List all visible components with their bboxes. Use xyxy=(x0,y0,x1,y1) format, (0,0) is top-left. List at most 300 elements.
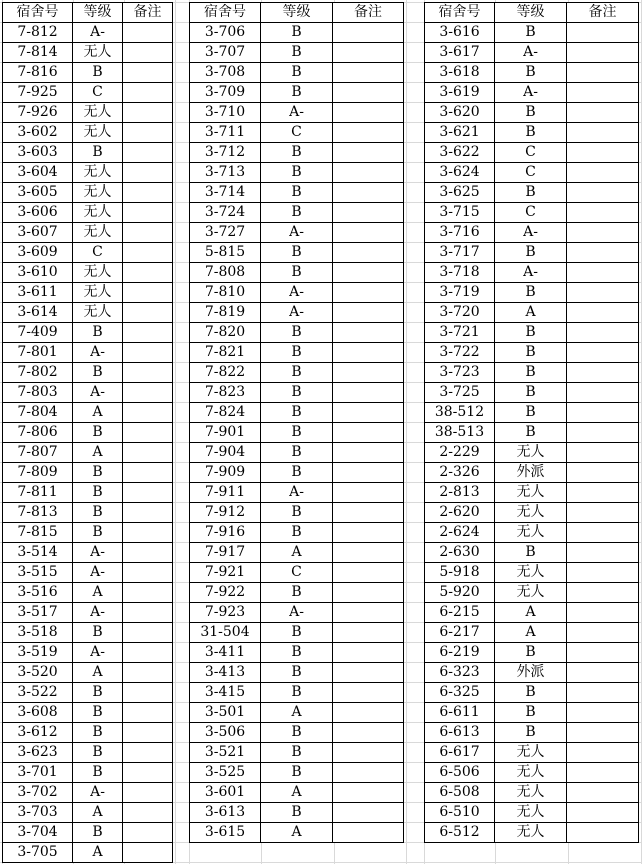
grade-cell[interactable]: B xyxy=(73,323,123,343)
room-number-cell[interactable]: 3-718 xyxy=(425,263,495,283)
grade-cell[interactable]: A- xyxy=(495,263,567,283)
room-number-cell[interactable]: 3-709 xyxy=(190,83,261,103)
notes-cell[interactable] xyxy=(567,83,639,103)
header-grade[interactable]: 等级 xyxy=(73,3,123,23)
room-number-cell[interactable]: 6-323 xyxy=(425,663,495,683)
room-number-cell[interactable]: 7-909 xyxy=(190,463,261,483)
grade-cell[interactable]: 无人 xyxy=(495,483,567,503)
room-number-cell[interactable]: 3-705 xyxy=(3,843,73,863)
notes-cell[interactable] xyxy=(567,243,639,263)
room-number-cell[interactable]: 7-822 xyxy=(190,363,261,383)
notes-cell[interactable] xyxy=(123,743,173,763)
grade-cell[interactable]: B xyxy=(261,403,333,423)
notes-cell[interactable] xyxy=(333,423,404,443)
room-number-cell[interactable]: 7-820 xyxy=(190,323,261,343)
notes-cell[interactable] xyxy=(333,63,404,83)
room-number-cell[interactable]: 3-522 xyxy=(3,683,73,703)
room-number-cell[interactable]: 3-515 xyxy=(3,563,73,583)
grade-cell[interactable]: B xyxy=(495,123,567,143)
room-number-cell[interactable]: 3-618 xyxy=(425,63,495,83)
room-number-cell[interactable]: 3-722 xyxy=(425,343,495,363)
notes-cell[interactable] xyxy=(567,823,639,843)
notes-cell[interactable] xyxy=(567,143,639,163)
notes-cell[interactable] xyxy=(123,663,173,683)
header-room-number[interactable]: 宿舍号 xyxy=(190,3,261,23)
room-number-cell[interactable]: 6-617 xyxy=(425,743,495,763)
room-number-cell[interactable]: 3-615 xyxy=(190,823,261,843)
room-number-cell[interactable]: 3-614 xyxy=(3,303,73,323)
notes-cell[interactable] xyxy=(333,203,404,223)
grade-cell[interactable]: B xyxy=(495,63,567,83)
room-number-cell[interactable]: 7-808 xyxy=(190,263,261,283)
room-number-cell[interactable]: 3-606 xyxy=(3,203,73,223)
notes-cell[interactable] xyxy=(567,163,639,183)
grade-cell[interactable]: A xyxy=(73,803,123,823)
grade-cell[interactable]: B xyxy=(261,643,333,663)
grade-cell[interactable]: B xyxy=(495,683,567,703)
notes-cell[interactable] xyxy=(567,103,639,123)
notes-cell[interactable] xyxy=(333,23,404,43)
notes-cell[interactable] xyxy=(567,563,639,583)
room-number-cell[interactable]: 6-217 xyxy=(425,623,495,643)
notes-cell[interactable] xyxy=(123,223,173,243)
grade-cell[interactable]: B xyxy=(73,463,123,483)
room-number-cell[interactable]: 3-717 xyxy=(425,243,495,263)
room-number-cell[interactable]: 7-816 xyxy=(3,63,73,83)
room-number-cell[interactable]: 3-616 xyxy=(425,23,495,43)
notes-cell[interactable] xyxy=(567,643,639,663)
grade-cell[interactable]: B xyxy=(73,683,123,703)
grade-cell[interactable]: B xyxy=(495,283,567,303)
grade-cell[interactable]: A- xyxy=(495,223,567,243)
notes-cell[interactable] xyxy=(567,423,639,443)
grade-cell[interactable]: 无人 xyxy=(73,183,123,203)
room-number-cell[interactable]: 3-708 xyxy=(190,63,261,83)
grade-cell[interactable]: A- xyxy=(261,483,333,503)
grade-cell[interactable]: B xyxy=(261,183,333,203)
grade-cell[interactable]: A xyxy=(261,703,333,723)
notes-cell[interactable] xyxy=(567,363,639,383)
header-grade[interactable]: 等级 xyxy=(261,3,333,23)
notes-cell[interactable] xyxy=(123,103,173,123)
header-notes[interactable]: 备注 xyxy=(123,3,173,23)
grade-cell[interactable]: A- xyxy=(261,283,333,303)
room-number-cell[interactable]: 3-611 xyxy=(3,283,73,303)
grade-cell[interactable]: 无人 xyxy=(495,443,567,463)
notes-cell[interactable] xyxy=(123,63,173,83)
room-number-cell[interactable]: 3-620 xyxy=(425,103,495,123)
header-grade[interactable]: 等级 xyxy=(495,3,567,23)
notes-cell[interactable] xyxy=(123,83,173,103)
room-number-cell[interactable]: 3-609 xyxy=(3,243,73,263)
grade-cell[interactable]: B xyxy=(261,323,333,343)
notes-cell[interactable] xyxy=(123,583,173,603)
room-number-cell[interactable]: 3-607 xyxy=(3,223,73,243)
room-number-cell[interactable]: 7-916 xyxy=(190,523,261,543)
grade-cell[interactable]: B xyxy=(261,583,333,603)
room-number-cell[interactable]: 3-621 xyxy=(425,123,495,143)
room-number-cell[interactable]: 7-813 xyxy=(3,503,73,523)
grade-cell[interactable]: B xyxy=(261,463,333,483)
room-number-cell[interactable]: 3-411 xyxy=(190,643,261,663)
grade-cell[interactable]: A- xyxy=(73,543,123,563)
room-number-cell[interactable]: 3-601 xyxy=(190,783,261,803)
room-number-cell[interactable]: 7-823 xyxy=(190,383,261,403)
room-number-cell[interactable]: 3-701 xyxy=(3,763,73,783)
grade-cell[interactable]: B xyxy=(495,703,567,723)
notes-cell[interactable] xyxy=(333,483,404,503)
room-number-cell[interactable]: 7-409 xyxy=(3,323,73,343)
room-number-cell[interactable]: 6-215 xyxy=(425,603,495,623)
grade-cell[interactable]: B xyxy=(495,323,567,343)
notes-cell[interactable] xyxy=(333,223,404,243)
room-number-cell[interactable]: 3-715 xyxy=(425,203,495,223)
notes-cell[interactable] xyxy=(567,283,639,303)
room-number-cell[interactable]: 6-613 xyxy=(425,723,495,743)
room-number-cell[interactable]: 3-706 xyxy=(190,23,261,43)
grade-cell[interactable]: B xyxy=(261,83,333,103)
room-number-cell[interactable]: 7-810 xyxy=(190,283,261,303)
grade-cell[interactable]: 无人 xyxy=(495,823,567,843)
notes-cell[interactable] xyxy=(123,643,173,663)
header-notes[interactable]: 备注 xyxy=(333,3,404,23)
notes-cell[interactable] xyxy=(567,223,639,243)
notes-cell[interactable] xyxy=(333,743,404,763)
notes-cell[interactable] xyxy=(123,283,173,303)
grade-cell[interactable]: 无人 xyxy=(73,43,123,63)
room-number-cell[interactable]: 3-514 xyxy=(3,543,73,563)
notes-cell[interactable] xyxy=(333,443,404,463)
notes-cell[interactable] xyxy=(333,143,404,163)
room-number-cell[interactable]: 7-917 xyxy=(190,543,261,563)
room-number-cell[interactable]: 7-809 xyxy=(3,463,73,483)
notes-cell[interactable] xyxy=(123,23,173,43)
notes-cell[interactable] xyxy=(333,803,404,823)
room-number-cell[interactable]: 7-806 xyxy=(3,423,73,443)
grade-cell[interactable]: B xyxy=(495,383,567,403)
notes-cell[interactable] xyxy=(333,43,404,63)
notes-cell[interactable] xyxy=(567,663,639,683)
grade-cell[interactable]: A- xyxy=(73,643,123,663)
notes-cell[interactable] xyxy=(567,403,639,423)
notes-cell[interactable] xyxy=(333,403,404,423)
grade-cell[interactable]: B xyxy=(73,723,123,743)
grade-cell[interactable]: B xyxy=(495,243,567,263)
room-number-cell[interactable]: 7-923 xyxy=(190,603,261,623)
grade-cell[interactable]: A- xyxy=(261,223,333,243)
grade-cell[interactable]: B xyxy=(261,503,333,523)
grade-cell[interactable]: B xyxy=(495,543,567,563)
notes-cell[interactable] xyxy=(567,323,639,343)
grade-cell[interactable]: A xyxy=(495,603,567,623)
room-number-cell[interactable]: 2-229 xyxy=(425,443,495,463)
grade-cell[interactable]: B xyxy=(261,523,333,543)
notes-cell[interactable] xyxy=(333,783,404,803)
room-number-cell[interactable]: 3-619 xyxy=(425,83,495,103)
grade-cell[interactable]: 无人 xyxy=(495,503,567,523)
notes-cell[interactable] xyxy=(123,163,173,183)
notes-cell[interactable] xyxy=(333,383,404,403)
grade-cell[interactable]: B xyxy=(261,723,333,743)
grade-cell[interactable]: B xyxy=(73,623,123,643)
room-number-cell[interactable]: 3-521 xyxy=(190,743,261,763)
grade-cell[interactable]: B xyxy=(73,423,123,443)
room-number-cell[interactable]: 7-819 xyxy=(190,303,261,323)
room-number-cell[interactable]: 6-512 xyxy=(425,823,495,843)
notes-cell[interactable] xyxy=(123,343,173,363)
notes-cell[interactable] xyxy=(123,43,173,63)
grade-cell[interactable]: C xyxy=(73,243,123,263)
grade-cell[interactable]: B xyxy=(495,183,567,203)
room-number-cell[interactable]: 3-608 xyxy=(3,703,73,723)
grade-cell[interactable]: B xyxy=(261,243,333,263)
grade-cell[interactable]: 无人 xyxy=(495,563,567,583)
room-number-cell[interactable]: 2-813 xyxy=(425,483,495,503)
grade-cell[interactable]: C xyxy=(73,83,123,103)
notes-cell[interactable] xyxy=(333,163,404,183)
grade-cell[interactable]: C xyxy=(495,163,567,183)
room-number-cell[interactable]: 5-920 xyxy=(425,583,495,603)
notes-cell[interactable] xyxy=(567,743,639,763)
room-number-cell[interactable]: 6-508 xyxy=(425,783,495,803)
room-number-cell[interactable]: 3-724 xyxy=(190,203,261,223)
notes-cell[interactable] xyxy=(123,203,173,223)
notes-cell[interactable] xyxy=(333,123,404,143)
room-number-cell[interactable]: 2-620 xyxy=(425,503,495,523)
grade-cell[interactable]: B xyxy=(495,403,567,423)
notes-cell[interactable] xyxy=(567,23,639,43)
grade-cell[interactable]: A xyxy=(73,843,123,863)
grade-cell[interactable]: B xyxy=(73,703,123,723)
grade-cell[interactable]: B xyxy=(261,263,333,283)
notes-cell[interactable] xyxy=(333,523,404,543)
room-number-cell[interactable]: 7-811 xyxy=(3,483,73,503)
notes-cell[interactable] xyxy=(123,123,173,143)
grade-cell[interactable]: A- xyxy=(73,343,123,363)
room-number-cell[interactable]: 7-925 xyxy=(3,83,73,103)
room-number-cell[interactable]: 3-707 xyxy=(190,43,261,63)
room-number-cell[interactable]: 7-803 xyxy=(3,383,73,403)
notes-cell[interactable] xyxy=(123,703,173,723)
notes-cell[interactable] xyxy=(123,303,173,323)
grade-cell[interactable]: B xyxy=(261,143,333,163)
notes-cell[interactable] xyxy=(123,843,173,863)
room-number-cell[interactable]: 3-518 xyxy=(3,623,73,643)
room-number-cell[interactable]: 38-513 xyxy=(425,423,495,443)
room-number-cell[interactable]: 7-814 xyxy=(3,43,73,63)
grade-cell[interactable]: A- xyxy=(73,383,123,403)
room-number-cell[interactable]: 3-725 xyxy=(425,383,495,403)
room-number-cell[interactable]: 38-512 xyxy=(425,403,495,423)
grade-cell[interactable]: A xyxy=(261,823,333,843)
grade-cell[interactable]: C xyxy=(261,563,333,583)
grade-cell[interactable]: 无人 xyxy=(73,263,123,283)
notes-cell[interactable] xyxy=(333,263,404,283)
room-number-cell[interactable]: 7-801 xyxy=(3,343,73,363)
grade-cell[interactable]: B xyxy=(261,343,333,363)
grade-cell[interactable]: B xyxy=(73,743,123,763)
grade-cell[interactable]: B xyxy=(495,423,567,443)
room-number-cell[interactable]: 6-325 xyxy=(425,683,495,703)
grade-cell[interactable]: 无人 xyxy=(73,223,123,243)
notes-cell[interactable] xyxy=(123,243,173,263)
room-number-cell[interactable]: 3-622 xyxy=(425,143,495,163)
notes-cell[interactable] xyxy=(123,183,173,203)
grade-cell[interactable]: B xyxy=(73,63,123,83)
room-number-cell[interactable]: 3-525 xyxy=(190,763,261,783)
grade-cell[interactable]: B xyxy=(261,63,333,83)
notes-cell[interactable] xyxy=(123,443,173,463)
notes-cell[interactable] xyxy=(567,183,639,203)
room-number-cell[interactable]: 3-625 xyxy=(425,183,495,203)
room-number-cell[interactable]: 3-623 xyxy=(3,743,73,763)
notes-cell[interactable] xyxy=(123,483,173,503)
grade-cell[interactable]: B xyxy=(495,343,567,363)
room-number-cell[interactable]: 5-918 xyxy=(425,563,495,583)
room-number-cell[interactable]: 3-727 xyxy=(190,223,261,243)
room-number-cell[interactable]: 7-804 xyxy=(3,403,73,423)
grade-cell[interactable]: 无人 xyxy=(495,763,567,783)
grade-cell[interactable]: 无人 xyxy=(73,163,123,183)
grade-cell[interactable]: 外派 xyxy=(495,463,567,483)
grade-cell[interactable]: 无人 xyxy=(495,583,567,603)
grade-cell[interactable]: B xyxy=(73,143,123,163)
room-number-cell[interactable]: 3-413 xyxy=(190,663,261,683)
room-number-cell[interactable]: 3-720 xyxy=(425,303,495,323)
grade-cell[interactable]: 无人 xyxy=(73,303,123,323)
room-number-cell[interactable]: 3-519 xyxy=(3,643,73,663)
room-number-cell[interactable]: 3-714 xyxy=(190,183,261,203)
grade-cell[interactable]: B xyxy=(495,23,567,43)
grade-cell[interactable]: 无人 xyxy=(73,203,123,223)
grade-cell[interactable]: A xyxy=(73,403,123,423)
grade-cell[interactable]: A- xyxy=(261,603,333,623)
grade-cell[interactable]: B xyxy=(495,363,567,383)
notes-cell[interactable] xyxy=(333,543,404,563)
notes-cell[interactable] xyxy=(567,463,639,483)
notes-cell[interactable] xyxy=(567,383,639,403)
notes-cell[interactable] xyxy=(567,503,639,523)
grade-cell[interactable]: B xyxy=(261,423,333,443)
notes-cell[interactable] xyxy=(567,763,639,783)
room-number-cell[interactable]: 7-812 xyxy=(3,23,73,43)
grade-cell[interactable]: B xyxy=(261,23,333,43)
notes-cell[interactable] xyxy=(567,603,639,623)
notes-cell[interactable] xyxy=(333,583,404,603)
room-number-cell[interactable]: 3-613 xyxy=(190,803,261,823)
notes-cell[interactable] xyxy=(333,563,404,583)
notes-cell[interactable] xyxy=(123,323,173,343)
notes-cell[interactable] xyxy=(567,483,639,503)
notes-cell[interactable] xyxy=(123,503,173,523)
notes-cell[interactable] xyxy=(123,823,173,843)
grade-cell[interactable]: B xyxy=(495,643,567,663)
room-number-cell[interactable]: 3-415 xyxy=(190,683,261,703)
grade-cell[interactable]: A- xyxy=(73,783,123,803)
grade-cell[interactable]: A xyxy=(261,543,333,563)
notes-cell[interactable] xyxy=(123,543,173,563)
notes-cell[interactable] xyxy=(123,143,173,163)
notes-cell[interactable] xyxy=(567,803,639,823)
room-number-cell[interactable]: 3-603 xyxy=(3,143,73,163)
room-number-cell[interactable]: 6-510 xyxy=(425,803,495,823)
room-number-cell[interactable]: 3-723 xyxy=(425,363,495,383)
notes-cell[interactable] xyxy=(567,263,639,283)
notes-cell[interactable] xyxy=(123,603,173,623)
grade-cell[interactable]: B xyxy=(261,203,333,223)
notes-cell[interactable] xyxy=(123,563,173,583)
room-number-cell[interactable]: 2-630 xyxy=(425,543,495,563)
notes-cell[interactable] xyxy=(333,83,404,103)
notes-cell[interactable] xyxy=(333,463,404,483)
notes-cell[interactable] xyxy=(333,723,404,743)
grade-cell[interactable]: B xyxy=(73,503,123,523)
grade-cell[interactable]: A xyxy=(73,443,123,463)
notes-cell[interactable] xyxy=(123,383,173,403)
grade-cell[interactable]: B xyxy=(261,663,333,683)
room-number-cell[interactable]: 7-922 xyxy=(190,583,261,603)
notes-cell[interactable] xyxy=(333,763,404,783)
room-number-cell[interactable]: 6-219 xyxy=(425,643,495,663)
room-number-cell[interactable]: 7-824 xyxy=(190,403,261,423)
notes-cell[interactable] xyxy=(567,523,639,543)
grade-cell[interactable]: A- xyxy=(495,43,567,63)
room-number-cell[interactable]: 3-716 xyxy=(425,223,495,243)
room-number-cell[interactable]: 7-921 xyxy=(190,563,261,583)
room-number-cell[interactable]: 3-602 xyxy=(3,123,73,143)
notes-cell[interactable] xyxy=(123,263,173,283)
room-number-cell[interactable]: 5-815 xyxy=(190,243,261,263)
notes-cell[interactable] xyxy=(567,703,639,723)
grade-cell[interactable]: 外派 xyxy=(495,663,567,683)
grade-cell[interactable]: B xyxy=(73,483,123,503)
grade-cell[interactable]: B xyxy=(261,623,333,643)
room-number-cell[interactable]: 3-710 xyxy=(190,103,261,123)
room-number-cell[interactable]: 3-721 xyxy=(425,323,495,343)
notes-cell[interactable] xyxy=(123,783,173,803)
grade-cell[interactable]: A- xyxy=(495,83,567,103)
grade-cell[interactable]: A- xyxy=(261,303,333,323)
notes-cell[interactable] xyxy=(123,423,173,443)
room-number-cell[interactable]: 6-611 xyxy=(425,703,495,723)
header-room-number[interactable]: 宿舍号 xyxy=(3,3,73,23)
grade-cell[interactable]: B xyxy=(73,523,123,543)
room-number-cell[interactable]: 3-713 xyxy=(190,163,261,183)
notes-cell[interactable] xyxy=(567,63,639,83)
room-number-cell[interactable]: 7-807 xyxy=(3,443,73,463)
room-number-cell[interactable]: 3-702 xyxy=(3,783,73,803)
notes-cell[interactable] xyxy=(333,243,404,263)
room-number-cell[interactable]: 7-821 xyxy=(190,343,261,363)
notes-cell[interactable] xyxy=(333,643,404,663)
room-number-cell[interactable]: 7-815 xyxy=(3,523,73,543)
room-number-cell[interactable]: 7-911 xyxy=(190,483,261,503)
notes-cell[interactable] xyxy=(333,703,404,723)
notes-cell[interactable] xyxy=(567,123,639,143)
grade-cell[interactable]: B xyxy=(495,723,567,743)
notes-cell[interactable] xyxy=(123,803,173,823)
notes-cell[interactable] xyxy=(567,723,639,743)
notes-cell[interactable] xyxy=(567,623,639,643)
notes-cell[interactable] xyxy=(123,523,173,543)
notes-cell[interactable] xyxy=(123,683,173,703)
notes-cell[interactable] xyxy=(567,443,639,463)
notes-cell[interactable] xyxy=(567,783,639,803)
grade-cell[interactable]: B xyxy=(261,383,333,403)
notes-cell[interactable] xyxy=(333,363,404,383)
grade-cell[interactable]: B xyxy=(261,803,333,823)
notes-cell[interactable] xyxy=(567,543,639,563)
